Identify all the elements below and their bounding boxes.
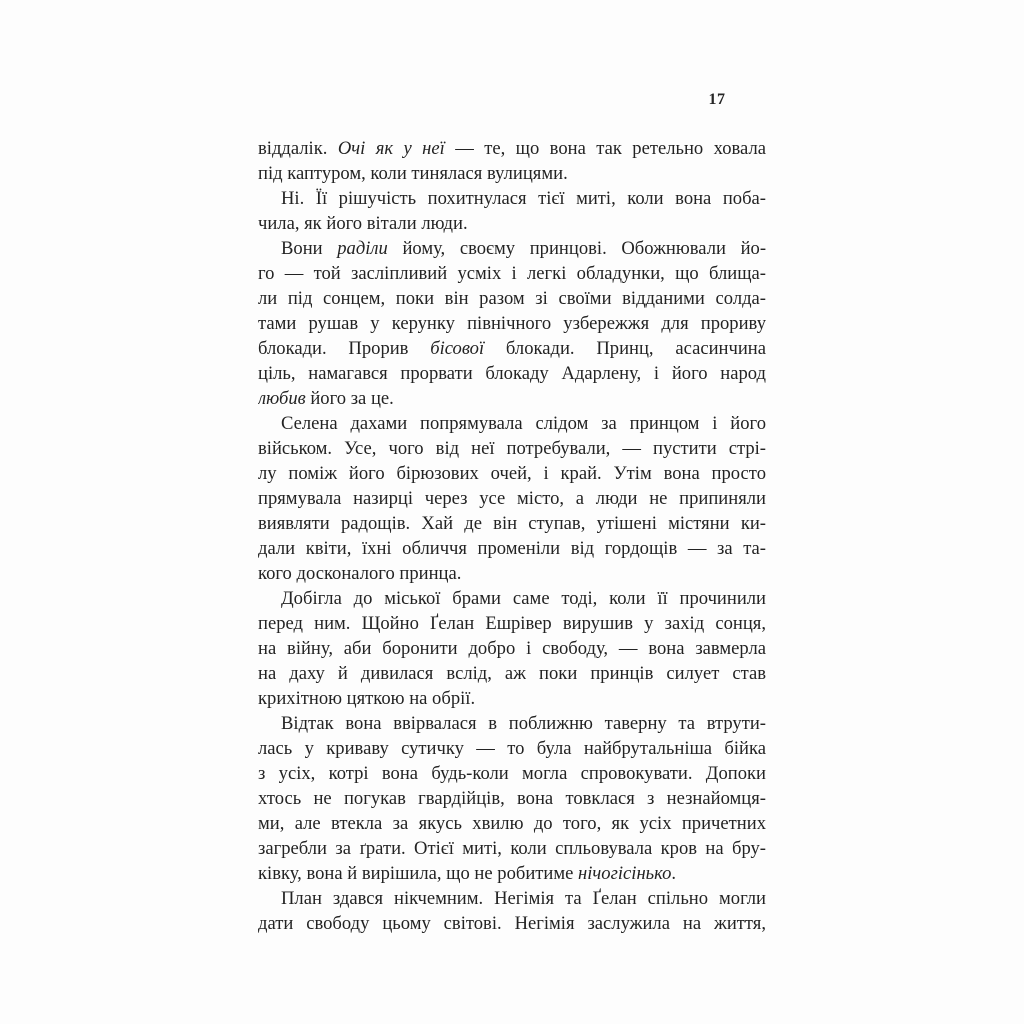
text-segment: Вони bbox=[281, 238, 338, 259]
text-segment: дати свободу цьому світові. Негімія заслужила на життя, bbox=[258, 913, 766, 934]
text-block bbox=[258, 136, 766, 936]
text-segment: виявляти радощів. Хай де він ступав, утішені містяни ки- bbox=[258, 513, 766, 534]
text-segment: ківку, вона й вирішила, що не робитиме bbox=[258, 863, 579, 884]
text-line bbox=[258, 886, 766, 911]
text-line bbox=[258, 161, 766, 186]
text-segment: тами рушав у керунку північного узбережжя для прориву bbox=[258, 313, 766, 334]
paragraph bbox=[258, 586, 766, 711]
italic-text-segment: бісової bbox=[430, 338, 485, 359]
text-line bbox=[258, 261, 766, 286]
text-line bbox=[258, 511, 766, 536]
italic-text-segment: Очі як у неї bbox=[337, 138, 445, 159]
text-segment: ціль, намагався прорвати блокаду Адарлену, і його народ bbox=[258, 363, 766, 384]
paragraph bbox=[258, 236, 766, 411]
text-segment: віддалік. bbox=[258, 138, 338, 159]
text-segment: йому, своєму принцові. Обожнювали йо- bbox=[387, 238, 766, 259]
text-line bbox=[258, 411, 766, 436]
italic-text-segment: нічогісінько bbox=[578, 863, 672, 884]
text-segment: лась у криваву сутичку — то була найбрутальніша бійка bbox=[258, 738, 766, 759]
text-segment: блокади. Принц, асасинчина bbox=[484, 338, 766, 359]
text-line bbox=[258, 786, 766, 811]
text-segment: на даху й дивилася вслід, аж поки принців силует став bbox=[258, 663, 766, 684]
text-line bbox=[258, 361, 766, 386]
text-line bbox=[258, 236, 766, 261]
text-segment: Відтак вона ввірвалася в поближню таверну та втрути- bbox=[281, 713, 766, 734]
text-segment: ми, але втекла за якусь хвилю до того, як усіх причетних bbox=[258, 813, 766, 834]
paragraph bbox=[258, 136, 766, 186]
text-segment: Добігла до міської брами саме тоді, коли її прочинили bbox=[281, 588, 766, 609]
text-line bbox=[258, 211, 766, 236]
text-line bbox=[258, 286, 766, 311]
text-line bbox=[258, 486, 766, 511]
text-line bbox=[258, 736, 766, 761]
text-segment: під каптуром, коли тинялася вулицями. bbox=[258, 163, 568, 184]
text-line bbox=[258, 436, 766, 461]
text-line bbox=[258, 761, 766, 786]
paragraph bbox=[258, 411, 766, 586]
text-segment: блокади. Прорив bbox=[258, 338, 431, 359]
text-line bbox=[258, 561, 766, 586]
paragraph bbox=[258, 186, 766, 236]
text-line bbox=[258, 836, 766, 861]
paragraph bbox=[258, 886, 766, 936]
text-segment: — те, що вона так ретельно ховала bbox=[444, 138, 766, 159]
text-line bbox=[258, 461, 766, 486]
text-segment: загребли за ґрати. Отієї миті, коли спльовувала кров на бру- bbox=[258, 838, 766, 859]
text-segment: Ні. Її рішучість похитнулася тієї миті, коли вона поба- bbox=[281, 188, 766, 209]
text-line bbox=[258, 536, 766, 561]
page-number: 17 bbox=[708, 91, 726, 108]
text-segment: ли під сонцем, поки він разом зі своїми відданими солда- bbox=[258, 288, 766, 309]
text-segment: го — той засліпливий усміх і легкі обладунки, що блища- bbox=[258, 263, 766, 284]
text-segment: План здався нікчемним. Негімія та Ґелан спільно могли bbox=[281, 888, 766, 909]
text-segment: лу поміж його бірюзових очей, і край. Утім вона просто bbox=[258, 463, 766, 484]
text-segment: дали квіти, їхні обличчя променіли від гордощів — за та- bbox=[258, 538, 766, 559]
text-line bbox=[258, 661, 766, 686]
text-line bbox=[258, 711, 766, 736]
text-segment: з усіх, котрі вона будь-коли могла спровокувати. Допоки bbox=[258, 763, 766, 784]
text-segment: чила, як його вітали люди. bbox=[258, 213, 468, 234]
text-line bbox=[258, 686, 766, 711]
text-line bbox=[258, 386, 766, 411]
text-line bbox=[258, 311, 766, 336]
text-line bbox=[258, 611, 766, 636]
text-line bbox=[258, 861, 766, 886]
text-segment: . bbox=[671, 863, 677, 884]
text-line bbox=[258, 636, 766, 661]
paragraph bbox=[258, 711, 766, 886]
text-segment: на війну, аби боронити добро і свободу, — вона завмерла bbox=[258, 638, 766, 659]
italic-text-segment: раділи bbox=[337, 238, 388, 259]
text-line bbox=[258, 136, 766, 161]
text-line bbox=[258, 186, 766, 211]
text-segment: хтось не погукав гвардійців, вона товклася з незнайомця- bbox=[258, 788, 766, 809]
italic-text-segment: любив bbox=[258, 388, 306, 409]
text-line bbox=[258, 586, 766, 611]
text-segment: кого досконалого принца. bbox=[258, 563, 462, 584]
text-line bbox=[258, 336, 766, 361]
text-segment: його за це. bbox=[305, 388, 394, 409]
text-segment: крихітною цяткою на обрії. bbox=[258, 688, 476, 709]
text-line bbox=[258, 811, 766, 836]
text-segment: прямувала назирці через усе місто, а люди не припиняли bbox=[258, 488, 766, 509]
text-segment: військом. Усе, чого від неї потребували, — пустити стрі- bbox=[258, 438, 766, 459]
text-line bbox=[258, 911, 766, 936]
text-segment: Селена дахами попрямувала слідом за принцом і його bbox=[281, 413, 766, 434]
text-segment: перед ним. Щойно Ґелан Ешрівер вирушив у захід сонця, bbox=[258, 613, 766, 634]
